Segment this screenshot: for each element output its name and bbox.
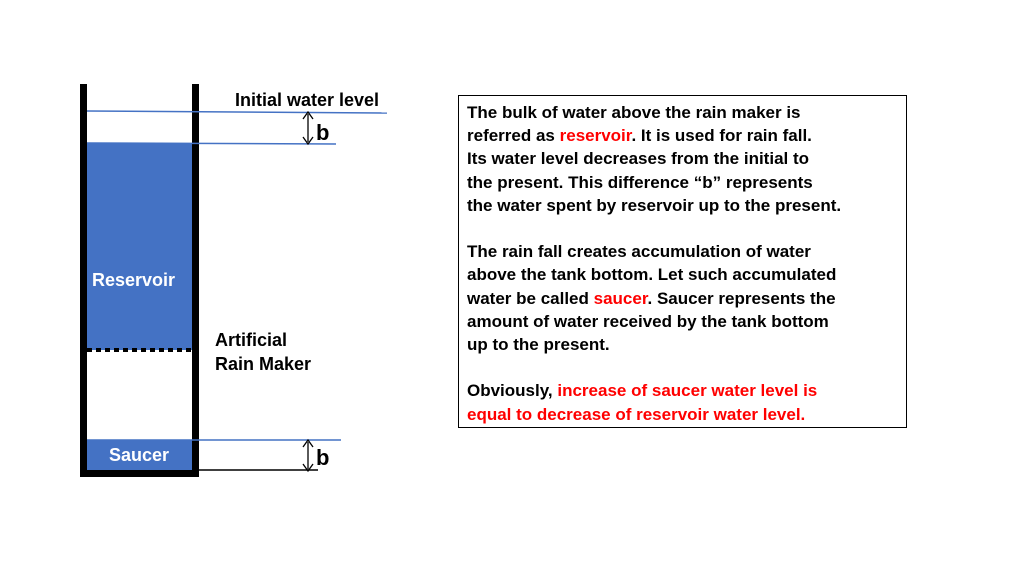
bottom-b-dimension-arrow [303, 440, 313, 471]
explanation-line: The rain fall creates accumulation of water [467, 242, 811, 262]
explanation-line: above the tank bottom. Let such accumulated [467, 265, 837, 285]
reservoir-highlight: reservoir [559, 126, 632, 146]
text-span: water be called [467, 288, 594, 308]
explanation-line: the water spent by reservoir up to the present. [467, 195, 842, 215]
explanation-line [467, 124, 906, 147]
current-reservoir-level-line [87, 143, 336, 144]
explanation-line [467, 287, 906, 310]
text-span: Obviously, [467, 381, 558, 401]
saucer-label: Saucer [109, 445, 170, 465]
rain-maker-label-line2: Rain Maker [215, 354, 312, 374]
explanation-line: up to the present. [467, 335, 610, 355]
tank-bottom [80, 470, 199, 477]
b-label-top: b [316, 120, 330, 145]
reservoir-label: Reservoir [92, 270, 176, 290]
explanation-box [458, 95, 907, 428]
saucer-highlight: saucer [593, 288, 648, 308]
rain-zone [87, 350, 192, 440]
top-b-dimension-arrow [303, 112, 313, 144]
b-label-bottom: b [316, 445, 330, 470]
initial-water-level-label: Initial water level [235, 90, 380, 110]
text-span: referred as [467, 126, 560, 146]
text-span: . Saucer represents the [647, 288, 836, 308]
text-span: . It is used for rain fall. [631, 126, 812, 146]
conclusion-highlight: increase of saucer water level is [557, 381, 818, 401]
explanation-line [467, 379, 906, 402]
reservoir-water [87, 143, 192, 350]
explanation-line: The bulk of water above the rain maker is [467, 103, 801, 122]
rain-maker-label-line1: Artificial [215, 330, 288, 350]
initial-level-line [87, 111, 387, 113]
tank-left-wall [80, 84, 87, 477]
conclusion-highlight-line: equal to decrease of reservoir water level. [467, 404, 806, 424]
explanation-line: Its water level decreases from the initial to [467, 149, 810, 169]
explanation-line: the present. This difference “b” represents [467, 172, 813, 192]
explanation-line: amount of water received by the tank bottom [467, 311, 829, 331]
